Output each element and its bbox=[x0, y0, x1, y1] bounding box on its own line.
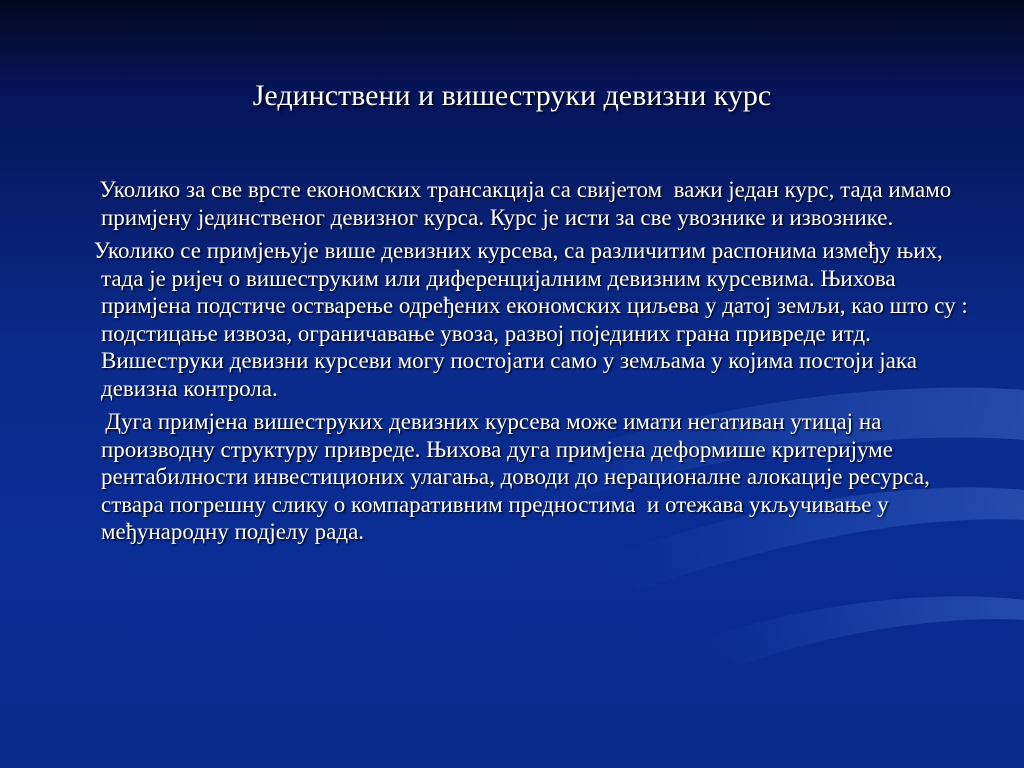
slide-body bbox=[88, 176, 974, 552]
slide-title: Јединствени и вишеструки девизни курс bbox=[252, 79, 772, 112]
paragraph-1: Уколико за све врсте економских трансакција са свијетом важи један курс, тада имамо примјену јединственог девизног курса. Курс је исти за све увознике и извознике. bbox=[88, 177, 958, 230]
paragraph-3: Дуга примјена вишеструких девизних курсева може имати негативан утицај на производну структуру привреде. Њихова дуга примјена деформише критеријуме рентабилности инвестиционих улагања, доводи до нерационалне алокације ресурса, ствара погрешну слику о компаративним предностима и отежава укључивање у међународну подјелу рада. bbox=[88, 409, 936, 544]
paragraph-2: Уколико се примјењује више девизних курсева, са различитим распонима између њих, тада је ријеч о вишеструким или диференцијалним девизним курсевима. Њихова примјена подстиче остварење одређених економских циљева у датој земљи, као што су : подстицање извоза, ограничавање увоза, развој појединих грана привреде итд. Вишеструки девизни курсеви могу постојати само у земљама у којима постоји јака девизна контрола. bbox=[88, 238, 974, 401]
